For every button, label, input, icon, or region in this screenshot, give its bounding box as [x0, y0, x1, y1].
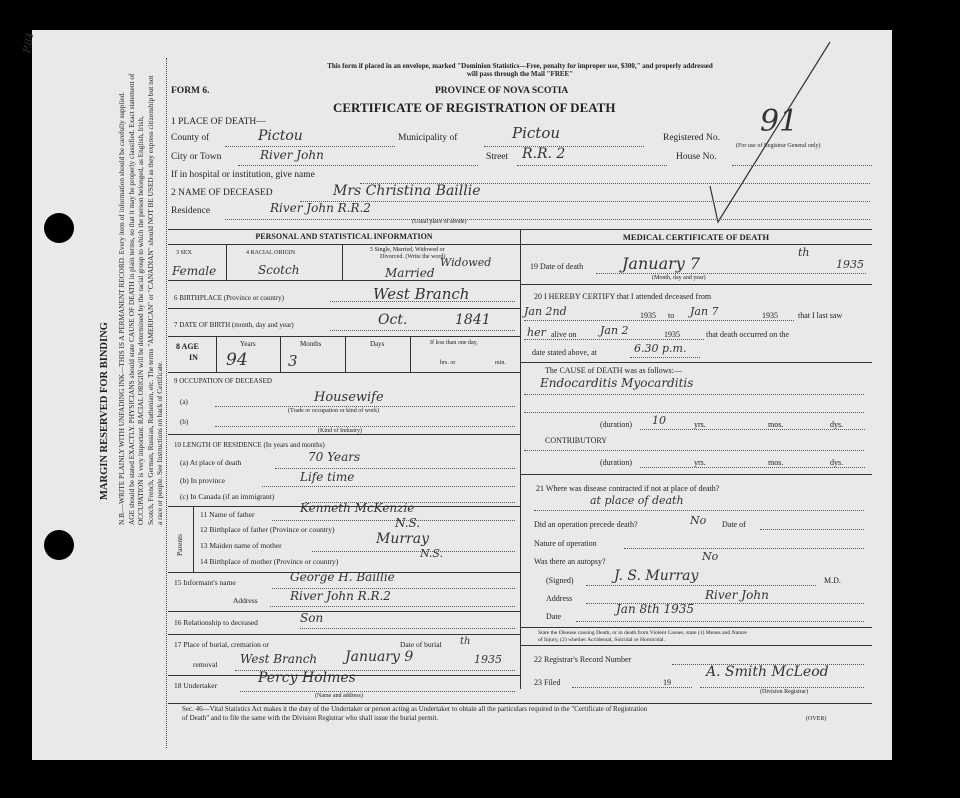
burial-place: West Branch — [240, 652, 318, 666]
dys-label-2: dys. — [830, 458, 844, 467]
registrar-note: (For use of Registrar General only) — [736, 143, 821, 149]
where-value: at place of death — [590, 494, 684, 507]
duration-label: (duration) — [600, 420, 632, 429]
hospital-label: If in hospital or institution, give name — [171, 170, 315, 180]
grid-line — [168, 372, 520, 373]
page-title: CERTIFICATE OF REGISTRATION OF DEATH — [333, 100, 616, 115]
street-value: R.R. 2 — [522, 146, 566, 162]
deceased-name: Mrs Christina Baillie — [333, 183, 481, 199]
med-address-value: River John — [705, 588, 769, 602]
race-label: 4 RACIAL ORIGIN — [246, 250, 296, 256]
duration-line — [640, 429, 865, 430]
days-label: Days — [370, 340, 385, 348]
grid-line — [168, 308, 520, 309]
footer-line: of Death" and to file the same with the Division Registrar who shall issue the burial permit. — [182, 714, 439, 722]
attend-to: Jan 7 — [690, 305, 719, 318]
province-heading: PROVINCE OF NOVA SCOTIA — [435, 86, 569, 96]
punch-hole-bottom — [44, 530, 74, 560]
margin-instructions — [117, 74, 165, 525]
filed-year-prefix: 19 — [663, 678, 671, 687]
md-label: M.D. — [824, 576, 841, 585]
mother-label: 13 Maiden name of mother — [200, 541, 282, 550]
nb-line: OCCUPATION is very important. RACIAL ORIGIN will be determined by the racial group to which the person belonged, as English, Irish, — [136, 116, 146, 525]
place-heading: 1 PLACE OF DEATH— — [171, 117, 266, 127]
mos-label: mos. — [768, 420, 784, 429]
birthplace-label: 6 BIRTHPLACE (Province or country) — [174, 294, 285, 302]
grid-line — [168, 336, 520, 337]
grid-divider — [280, 336, 281, 372]
city-line — [238, 165, 478, 166]
notice-line: will pass through the Mail "FREE" — [466, 70, 574, 78]
county-value: Pictou — [258, 128, 303, 144]
cause-line — [524, 394, 864, 395]
operation-value: No — [690, 514, 707, 527]
occupation-label: 9 OCCUPATION OF DECEASED — [174, 377, 272, 385]
grid-line — [520, 627, 872, 628]
where-line — [534, 510, 864, 511]
sign-date: Jan 8th 1935 — [616, 602, 695, 616]
sign-date-line — [576, 621, 864, 622]
nb-line: a race or people. See Instructions on back of Certificate. — [155, 361, 165, 525]
informant-address-line — [270, 606, 515, 607]
mos-label-2: mos. — [768, 458, 784, 467]
marital-overwrite: Widowed — [440, 256, 492, 269]
undertaker-line — [240, 691, 515, 692]
min-label: min. — [495, 360, 506, 366]
father-bp-label: 12 Birthplace of father (Province or country) — [200, 525, 335, 534]
burial-date: January 9 — [345, 649, 414, 665]
relationship-label: 16 Relationship to deceased — [174, 618, 258, 627]
grid-divider — [345, 336, 346, 372]
informant-label: 15 Informant's name — [174, 578, 236, 587]
yrs-label-2: yrs. — [694, 458, 706, 467]
op-date-line — [760, 529, 864, 530]
filed-line — [572, 687, 692, 688]
grid-divider — [342, 244, 343, 280]
where-label: 21 Where was disease contracted if not at place of death? — [536, 484, 720, 493]
death-date: January 7 — [622, 254, 701, 273]
county-line — [225, 146, 395, 147]
contributory-line — [524, 450, 864, 451]
marital-label-2: Divorced. (Write the word) — [380, 254, 446, 260]
death-date-suffix: th — [798, 246, 810, 259]
attend-from-year: 1935 — [640, 311, 656, 320]
duration-label-2: (duration) — [600, 458, 632, 467]
filed-label: 23 Filed — [534, 678, 561, 687]
record-number-label: 22 Registrar's Record Number — [534, 655, 632, 664]
cause-value: Endocarditis Myocarditis — [540, 376, 694, 390]
relationship-line — [300, 628, 515, 629]
death-date-label: 19 Date of death — [530, 262, 584, 271]
death-year: 1935 — [836, 258, 864, 271]
dob-month: Oct. — [378, 312, 408, 328]
age-years: 94 — [226, 350, 248, 370]
informant-address: River John R.R.2 — [290, 589, 391, 603]
mother-bp-value: N.S. — [420, 547, 444, 560]
residence-length-label: 10 LENGTH OF RESIDENCE (In years and months) — [174, 441, 325, 449]
signed-label: (Signed) — [546, 576, 574, 585]
margin-reserved-label: MARGIN RESERVED FOR BINDING — [99, 322, 110, 500]
race-value: Scotch — [258, 263, 300, 277]
sex-value: Female — [172, 264, 217, 278]
grid-line — [168, 611, 520, 612]
nature-line — [624, 548, 864, 549]
occupation-line — [215, 406, 515, 407]
grid-line — [168, 634, 520, 635]
residence-value: River John R.R.2 — [270, 201, 371, 215]
grid-line — [168, 434, 520, 435]
cause-line-2 — [524, 412, 864, 413]
father-value: Kenneth McKenzie — [300, 501, 415, 515]
in-canada-label: (c) In Canada (if an immigrant) — [180, 492, 275, 501]
registered-number: 91 — [760, 104, 799, 139]
occupation-value: Housewife — [314, 390, 384, 405]
nb-line: Scotch, French, German, Russian, Ruthenian, etc. The terms "AMERICAN" or "CANADIAN" should NOT BE USED as they express citizenship but not — [145, 75, 155, 525]
check-mark-icon — [700, 36, 840, 236]
burial-date-label: Date of burial — [400, 640, 442, 649]
undertaker-note: (Name and address) — [315, 693, 363, 699]
sex-label: 3 SEX — [176, 250, 192, 256]
duration-line-2 — [640, 467, 865, 468]
attend-to-year: 1935 — [762, 311, 778, 320]
mother-bp-label: 14 Birthplace of mother (Province or country) — [200, 557, 339, 566]
industry-note: (Kind of Industry) — [318, 428, 362, 434]
birthplace-line — [330, 301, 515, 302]
undertaker-value: Percy Holmes — [258, 670, 356, 686]
months-label: Months — [300, 340, 322, 348]
age-label-1: 8 AGE — [176, 342, 199, 351]
punch-hole-top — [44, 213, 74, 243]
marital-value: Married — [385, 266, 435, 280]
marital-label-1: 5 Single, Married, Widowed or — [370, 247, 445, 253]
street-label: Street — [486, 152, 509, 162]
grid-divider — [520, 229, 521, 689]
deceased-name-label: 2 NAME OF DECEASED — [171, 188, 273, 198]
registrar-line — [700, 687, 864, 688]
margin-rule — [166, 58, 167, 748]
deceased-name-line — [300, 201, 870, 202]
birthplace-value: West Branch — [373, 285, 470, 303]
dob-label: 7 DATE OF BIRTH (month, day and year) — [174, 321, 294, 329]
grid-divider — [193, 506, 194, 572]
at-place-value: 70 Years — [308, 450, 361, 464]
residence-line — [225, 219, 870, 220]
county-label: County of — [171, 133, 210, 143]
contributory-label: CONTRIBUTORY — [545, 436, 608, 445]
dob-line — [330, 330, 515, 331]
grid-line — [520, 362, 872, 363]
municipality-label: Municipality of — [398, 133, 458, 143]
cause-label: The CAUSE of DEATH was as follows:— — [545, 366, 682, 375]
undertaker-label: 18 Undertaker — [174, 681, 218, 690]
violent-note-2: of Injury, (2) whether Accidental, Suicidal or Homicidal. — [538, 637, 666, 643]
alive-on: Jan 2 — [600, 324, 629, 337]
yrs-label: yrs. — [694, 420, 706, 429]
sign-date-label: Date — [546, 612, 562, 621]
attend-from: Jan 2nd — [524, 305, 567, 318]
burial-date-suffix: th — [460, 636, 471, 647]
footer-note — [182, 705, 647, 723]
over-label: (OVER) — [806, 716, 827, 722]
residence-label: Residence — [171, 206, 211, 216]
alive-label: alive on — [551, 330, 577, 339]
dys-label: dys. — [830, 420, 844, 429]
registrar-note: (Division Registrar) — [760, 689, 809, 695]
street-line — [517, 165, 667, 166]
grid-line — [520, 645, 872, 646]
autopsy-value: No — [702, 550, 719, 563]
death-date-line — [596, 273, 866, 274]
op-date-label: Date of — [722, 520, 746, 529]
personal-heading: PERSONAL AND STATISTICAL INFORMATION — [255, 232, 433, 241]
alive-line — [524, 339, 704, 340]
form-number: FORM 6. — [171, 86, 210, 96]
death-hour: 6.30 p.m. — [634, 342, 687, 355]
grid-line — [168, 280, 520, 281]
house-label: House No. — [676, 152, 717, 162]
footer-line: Sec. 46—Vital Statistics Act makes it the duty of the Undertaker or person acting as Undertaker to obtain all the particulars required in the "Certificate of Registration — [182, 705, 648, 713]
to-label: to — [668, 311, 675, 320]
occurred-label: that death occurred on the — [706, 330, 790, 339]
occupation-a-label: (a) — [180, 398, 188, 406]
residence-note: (Usual place of abode) — [412, 219, 467, 225]
in-province-line — [262, 486, 515, 487]
certify-line — [524, 320, 794, 321]
notice-line: This form if placed in an envelope, marked "Dominion Statistics—Free, penalty for improper use, $300," and properly addressed — [327, 62, 713, 70]
grid-divider — [410, 336, 411, 372]
municipality-value: Pictou — [512, 124, 561, 142]
city-value: River John — [260, 148, 324, 162]
grid-line — [520, 244, 872, 245]
nature-label: Nature of operation — [534, 539, 597, 548]
registered-label: Registered No. — [663, 133, 720, 143]
burial-label-2: removal — [193, 660, 218, 669]
grid-line — [168, 703, 872, 704]
informant-value: George H. Baillie — [290, 570, 395, 584]
last-saw-label: that I last saw — [798, 311, 843, 320]
less-day-label: If less than one day, — [430, 340, 478, 346]
duration-value: 10 — [652, 414, 666, 427]
parents-label: Parents — [175, 533, 184, 556]
nb-line: N.B.—WRITE PLAINLY WITH UNFADING INK—THIS IS A PERMANENT RECORD. Every item of information should be carefully supplied. — [117, 91, 126, 525]
mother-value: Murray — [376, 531, 429, 547]
certify-label: 20 I HEREBY CERTIFY that I attended deceased from — [534, 292, 712, 301]
nb-line: AGE should be stated EXACTLY. PHYSICIANS should state CAUSE OF DEATH in plain terms, so that it may be properly classified. Exact statement of — [126, 73, 136, 525]
age-months: 3 — [288, 352, 298, 370]
signed-value: J. S. Murray — [614, 568, 699, 584]
in-province-label: (b) In province — [180, 476, 225, 485]
grid-line — [520, 474, 872, 475]
in-province-value: Life time — [300, 470, 355, 484]
father-label: 11 Name of father — [200, 510, 255, 519]
registrar-signature: A. Smith McLeod — [706, 664, 829, 680]
grid-line — [168, 244, 520, 245]
trade-note: (Trade or occupation or kind of work) — [288, 408, 380, 414]
hour-line — [630, 357, 700, 358]
alive-year: 1935 — [664, 330, 680, 339]
stated-label: date stated above, at — [532, 348, 597, 357]
relationship-value: Son — [300, 611, 324, 625]
med-address-label: Address — [546, 594, 573, 603]
hrs-label: hrs. or — [440, 360, 456, 366]
house-line — [732, 165, 872, 166]
medical-heading: MEDICAL CERTIFICATE OF DEATH — [622, 232, 770, 242]
at-place-line — [275, 468, 515, 469]
her-value: her — [527, 326, 546, 339]
grid-divider — [226, 244, 227, 280]
autopsy-label: Was there an autopsy? — [534, 557, 606, 566]
burial-label-1: 17 Place of burial, cremation or — [174, 640, 269, 649]
years-label: Years — [240, 340, 256, 348]
signed-line — [586, 585, 816, 586]
informant-address-label: Address — [233, 596, 258, 605]
father-bp-value: N.S. — [395, 516, 421, 530]
violent-note-1: State the Disease causing Death, or in death from Violent Causes, state (1) Means and Nature — [538, 630, 747, 636]
grid-line — [520, 284, 872, 285]
mother-line — [312, 551, 515, 552]
corner-mark: P.84 — [22, 31, 37, 54]
occupation-b-label: (b) — [180, 418, 189, 426]
father-line — [272, 520, 515, 521]
grid-divider — [216, 336, 217, 372]
city-label: City or Town — [171, 152, 222, 162]
burial-year: 1935 — [474, 653, 502, 666]
death-date-note: (Month, day and year) — [652, 275, 706, 281]
age-label-2: IN — [189, 353, 198, 362]
dob-year: 1841 — [455, 312, 491, 328]
at-place-label: (a) At place of death — [180, 458, 242, 467]
operation-label: Did an operation precede death? — [534, 520, 638, 529]
industry-line — [215, 426, 515, 427]
